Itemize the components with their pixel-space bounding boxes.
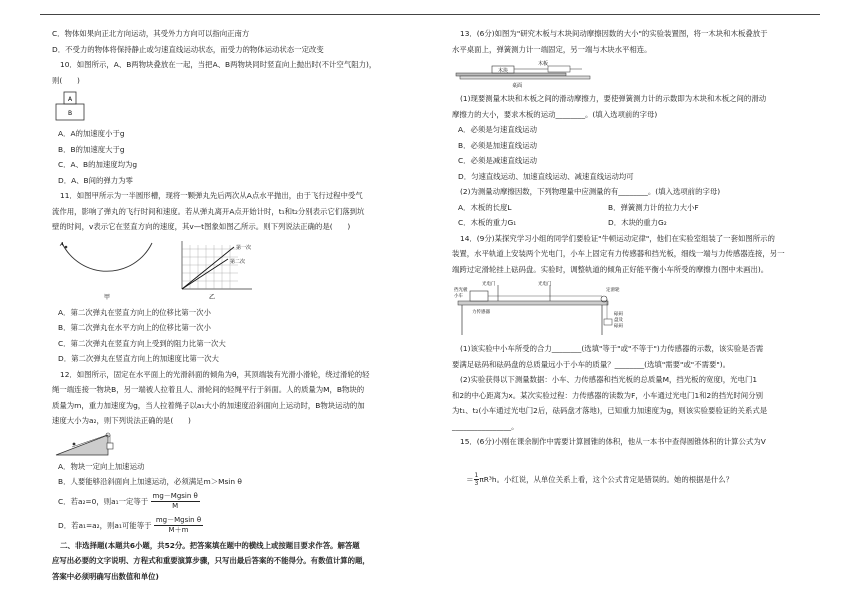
fraction-denominator: M＋m — [168, 526, 189, 534]
series-first-label: 第一次 — [236, 244, 252, 251]
q14-part2-cont2: 为t₁、t₂(小车通过光电门2后，砝码盘才落地)，已知重力加速度为g，则该实验要验证的关系式是 — [452, 406, 768, 415]
fig-yi-label: 乙 — [208, 293, 216, 301]
q13-part1-cont: 摩擦力的大小，要求木板的运动________。(填入选项前的字母) — [452, 109, 658, 119]
q12-option-c-fraction — [151, 492, 200, 511]
q14-part2-cont3: ________________。 — [452, 421, 519, 431]
incline-pulley-diagram — [52, 431, 132, 457]
fraction-denominator: M — [172, 502, 179, 510]
fraction-numerator: mg－Mgsin θ — [155, 516, 202, 524]
q14-stem-cont: 装置，水平轨道上安装两个光电门，小车上固定有力传感器和挡光板，细线一端与力传感器连接，另一 — [452, 249, 785, 258]
q12-option-d-text: D．若a₁=a₂，则a₁可能等于 — [58, 520, 152, 530]
q12-option-a: A．物块一定向上加速运动 — [58, 461, 145, 471]
q13-part2-option-a: A．木板的长度L — [458, 202, 512, 212]
point-a-label: A — [60, 241, 64, 248]
q10-stem: 10．如图所示，A、B两物块叠放在一起，当把A、B两物块同时竖直向上抛出时(不计空气阻力)， — [60, 60, 377, 69]
q14-part1: (1)该实验中小车所受的合力________(选填"等于"或"不等于")力传感器的示数，该实验是否需 — [460, 344, 764, 353]
q11-figure — [52, 237, 420, 303]
stacked-blocks-diagram — [52, 90, 92, 124]
shading-plate-label: 挡光板 — [454, 288, 468, 293]
q13-option-b: B．必须是加速直线运动 — [458, 140, 537, 150]
q13-part2-row2 — [452, 215, 820, 231]
q12-figure — [52, 431, 420, 457]
q13-part2-row1 — [452, 200, 820, 216]
q15-equals: ＝ — [466, 474, 474, 484]
fig-jia-label: 甲 — [103, 293, 111, 301]
q11-stem: 11．如图甲所示为一半圆形槽，现将一颗弹丸先后两次从A点水平抛出，由于飞行过程中受气 — [60, 191, 363, 200]
q13-part2-option-c: C．木板的重力G₁ — [458, 218, 517, 227]
q12-option-c-text: C．若a₂=0，则a₁一定等于 — [58, 496, 149, 506]
q11-stem-cont2: 壁的时间，v表示它在竖直方向的速度，其v—t图象如图乙所示。则下列说法正确的是( ) — [52, 222, 351, 231]
block-label: 木块 — [497, 68, 509, 74]
q11-option-a: A．第二次弹丸在竖直方向上的位移比第一次小 — [58, 307, 211, 317]
q14-part1-cont: 要满足砝码和砝码盘的总质量远小于小车的质量？________(选填"需要"或"不需要")。 — [452, 359, 731, 369]
q10-option-a: A．A的加速度小于g — [58, 129, 125, 138]
section2-heading-cont2: 答案中必须明确写出数值和单位) — [52, 571, 159, 581]
right-column — [452, 26, 820, 510]
force-sensor-label: 力传感器 — [472, 310, 490, 315]
q14-stem: 14．(9分)某探究学习小组的同学们要验证"牛顿运动定律"，他们在实验室组装了一套如图所示的 — [460, 233, 775, 243]
q10-figure — [52, 90, 420, 124]
pan-label: 盘及 — [614, 318, 623, 323]
block-a-label: A — [67, 96, 73, 103]
q10-option-b: B．B的加速度大于g — [58, 144, 125, 154]
q13-stem: 13．(6分)如图为"研究木板与木块间动摩擦因数的大小"的实验装置图，将一木块和木板叠放于 — [460, 29, 768, 38]
q12-stem-cont2: 质量为m，重力加速度为g，当人拉着绳子以a₁大小的加速度沿斜面向上运动时，B物块运动的加 — [52, 400, 365, 410]
q11-option-c: C．第二次弹丸在竖直方向上受到的阻力比第一次大 — [58, 338, 226, 348]
weight-label: 砝码 — [614, 312, 623, 317]
q15-stem-text: πR³h。小红说，从单位关系上看，这个公式肯定是错误的。她的根据是什么？ — [479, 474, 734, 484]
q11-option-d: D．第二次弹丸在竖直方向上的加速度比第一次大 — [58, 354, 219, 363]
q9-option-d: D．不受力的物体将保持静止或匀速直线运动状态，而受力的物体运动状态一定改变 — [52, 44, 324, 54]
fraction-numerator: 1 — [474, 472, 479, 479]
q12-option-c — [52, 490, 420, 514]
photogate2-label: 光电门 — [538, 282, 552, 287]
q13-option-c: C．必须是减速直线运动 — [458, 156, 538, 165]
q13-stem-cont: 水平桌面上，弹簧测力计一端固定，另一端与木块水平相连。 — [452, 44, 652, 54]
section2-heading: 二、非选择题(本题共6小题，共52分。把答案填在题中的横线上或按题目要求作答。解答题 — [60, 540, 360, 550]
block-b-label: B — [67, 110, 73, 117]
q15-stem: 15．(6分)小刚在课余制作中需要计算圆锥的体积，他从一本书中查得圆锥体积的计算公式为V — [460, 437, 766, 446]
q14-figure — [452, 279, 820, 339]
weight-label-2: 砝码 — [614, 324, 623, 329]
friction-setup-diagram — [452, 59, 602, 89]
table-label: 桌面 — [512, 83, 523, 89]
q10-stem-cont: 则( ) — [52, 75, 80, 85]
q13-option-d: D．匀速直线运动、加速直线运动、减速直线运动均可 — [458, 171, 634, 181]
q13-option-a: A．必须是匀速直线运动 — [458, 125, 537, 134]
q12-option-b: B．人要能够沿斜面向上加速运动，必须满足m＞Msin θ — [58, 477, 242, 486]
q15-stem-cont — [452, 450, 820, 510]
vt-graph — [182, 241, 252, 301]
header-rule — [40, 14, 820, 15]
q10-option-c: C．A、B的加速度均为g — [58, 160, 138, 169]
fraction-numerator: mg－Mgsin θ — [152, 492, 198, 500]
q14-part2: (2)实验获得以下测量数据：小车、力传感器和挡光板的总质量M，挡光板的宽度l，光电门1 — [460, 375, 758, 384]
q12-option-d — [52, 514, 420, 538]
photogate-track-diagram — [452, 279, 632, 339]
q14-stem-cont2: 端跨过定滑轮挂上砝码盘。实验时，调整轨道的倾角正好能平衡小车所受的摩擦力(图中未画出)。 — [452, 264, 769, 274]
q14-part2-cont: 和2的中心距离为x。某次实验过程：力传感器的读数为F，小车通过光电门1和2的挡光时间分别 — [452, 390, 763, 400]
section2-heading-cont: 应写出必要的文字说明、方程式和重要演算步骤，只写出最后答案的不能得分。有数值计算的题， — [52, 556, 370, 565]
board-label: 木板 — [538, 61, 549, 67]
q11-diagram — [52, 237, 352, 303]
pulley-label: 定滑轮 — [606, 288, 620, 293]
q13-part1: (1)现要测量木块和木板之间的滑动摩擦力，要使弹簧测力计的示数即为木块和木板之间的滑动 — [460, 94, 767, 103]
q12-stem-cont: 绳一端连接一物块B，另一端被人拉着且人、滑轮间的轻绳平行于斜面。人的质量为M，B物块的 — [52, 385, 365, 394]
q13-part2-option-d: D．木块的重力G₂ — [608, 218, 667, 227]
q13-part2: (2)为测量动摩擦因数，下列物理量中应测量的有________。(填入选项前的字母) — [460, 187, 721, 196]
fraction-denominator: 3 — [474, 480, 479, 487]
q11-stem-cont: 流作用，影响了弹丸的飞行时间和速度。若从弹丸离开A点开始计时，t₁和t₂分别表示它们落到坑 — [52, 206, 365, 216]
q9-option-c: C．物体如果向正北方向运动，其受外力方向可以指向正南方 — [52, 29, 250, 38]
q12-stem-cont3: 速度大小为a₂，则下列说法正确的是( ) — [52, 416, 191, 425]
photogate1-label: 光电门 — [482, 282, 496, 287]
q13-figure — [452, 59, 820, 89]
q11-option-b: B．第二次弹丸在水平方向上的位移比第一次小 — [58, 323, 211, 332]
q10-option-d: D．A、B间的弹力为零 — [58, 175, 133, 185]
q13-part2-option-b: B．弹簧测力计的拉力大小F — [608, 202, 699, 212]
q12-stem: 12．如图所示，固定在水平面上的光滑斜面的倾角为θ，其顶端装有光滑小滑轮，绕过滑轮的轻 — [60, 369, 370, 379]
series-second-label: 第二次 — [230, 258, 246, 265]
cart-label: 小车 — [454, 294, 463, 299]
left-column — [52, 26, 420, 584]
q12-option-d-fraction — [154, 516, 203, 535]
